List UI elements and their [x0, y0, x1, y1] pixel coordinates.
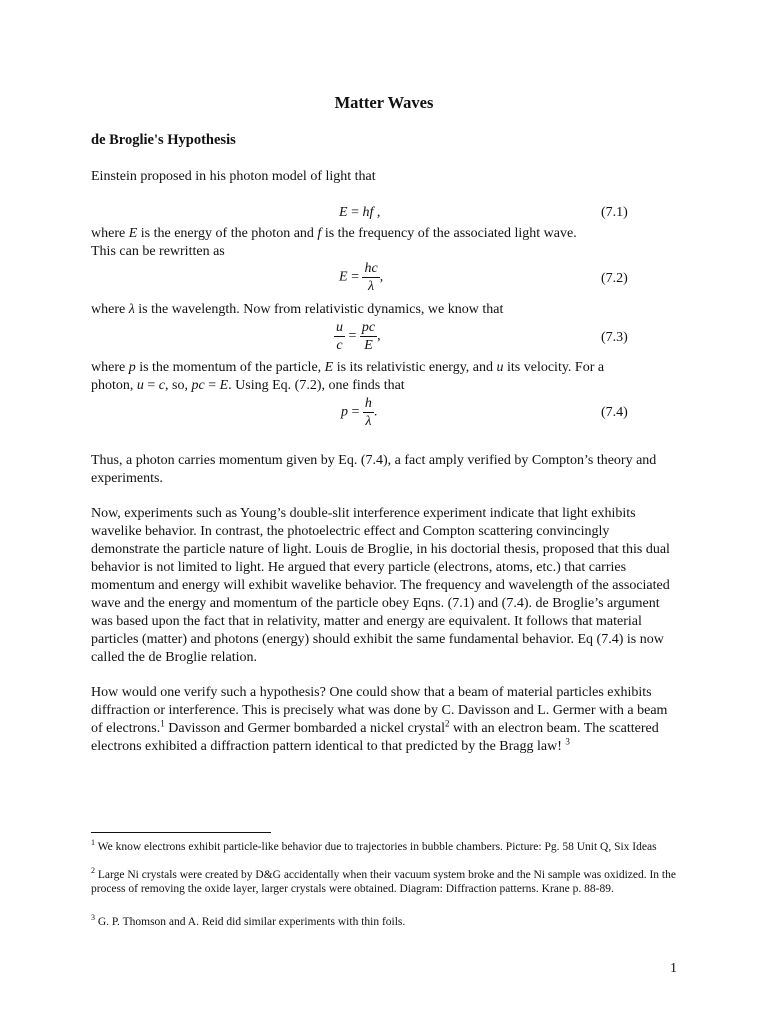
eq3-right-denominator: E [364, 338, 373, 353]
section-heading: de Broglie's Hypothesis [91, 132, 236, 148]
eq3-tail: , [377, 328, 381, 344]
text-span: = [143, 378, 159, 393]
eq1-tail: , [373, 205, 381, 220]
footnote-ref-2[interactable]: 2 [445, 718, 450, 729]
footnote-2 [91, 868, 681, 896]
eq4-op: = [348, 404, 363, 420]
var-u: u [136, 378, 144, 393]
eq3-right-fraction [360, 319, 377, 354]
equation-number-7-2: (7.2) [601, 271, 628, 286]
equation-number-7-4: (7.4) [601, 405, 628, 420]
footnote-mark: 2 [91, 866, 95, 876]
eq4-numerator: h [364, 396, 372, 411]
eq2-denominator: λ [368, 279, 375, 294]
var-c: c [158, 378, 166, 393]
equation-7-1 [339, 205, 380, 221]
footnote-mark: 3 [91, 913, 95, 923]
text-span: Davisson and Germer bombarded a nickel crystal [164, 721, 445, 736]
text-span: is its relativistic energy, and [333, 360, 497, 375]
var-f: f [317, 226, 322, 241]
text-span: How would one verify such a hypothesis? One could show that a beam of material particles exhibits diffraction or interference. This is precisely what was done by C. Davisson and L. Germer with a beam of electrons. [91, 685, 668, 736]
text-span: , so, [165, 378, 192, 393]
eq4-fraction [363, 395, 374, 430]
eq3-op: = [345, 328, 360, 344]
page-title: Matter Waves [334, 93, 434, 112]
var-p: p [128, 360, 136, 375]
paragraph-how [91, 684, 681, 756]
footnote-1 [91, 840, 681, 854]
paragraph-now: Now, experiments such as Young’s double-slit interference experiment indicate that light exhibits wavelike behavior. In contrast, the photoelectric effect and Compton scattering convincingly demonstrate the particle nature of light. Louis de Broglie, in his doctorial thesis, proposed that this dual behavior is not limited to light. He argued that every particle (electrons, atoms, etc.) that carries momentum and energy will exhibit wavelike behavior. The frequency and wavelength of the associated wave and the energy and momentum of the particle obey Eqns. (7.1) and (7.4). de Broglie’s argument was based upon the fact that in relativity, matter and energy are equivalent. It follows that material particles (matter) and photons (energy) should exhibit the same fundamental behavior. Eq (7.4) is now called the de Broglie relation. [91, 506, 670, 665]
text-span: This can be rewritten as [91, 244, 225, 259]
equation-7-3 [334, 319, 381, 354]
footnote-ref-3[interactable]: 3 [565, 736, 570, 747]
var-lambda: λ [128, 302, 135, 317]
text-span: photon, [91, 378, 137, 393]
eq1-h: h [362, 205, 370, 220]
footnote-text: Large Ni crystals were created by D&G accidentally when their vacuum system broke and the Ni sample was oxidized. In the process of removing the oxide layer, larger crystals were obtained. Diagram: Diffraction patterns. Krane p. 88-89. [91, 869, 676, 895]
text-span: = [204, 378, 220, 393]
var-E: E [324, 360, 334, 375]
var-pc: pc [191, 378, 205, 393]
footnote-mark: 1 [91, 838, 95, 848]
eq2-op: = [347, 269, 363, 285]
eq4-tail: . [373, 404, 378, 420]
footnote-text: G. P. Thomson and A. Reid did similar experiments with thin foils. [95, 916, 406, 928]
after-eq3-text [91, 359, 681, 395]
page-number: 1 [670, 961, 677, 976]
eq1-f: f [369, 205, 374, 220]
text-span: . Using Eq. (7.2), one finds that [228, 378, 405, 393]
after-eq2-text [91, 301, 681, 319]
eq4-denominator: λ [365, 414, 372, 429]
text-span: where [91, 360, 129, 375]
eq2-numerator: hc [364, 261, 378, 276]
equation-number-7-1: (7.1) [601, 205, 628, 220]
eq3-left-numerator: u [336, 320, 343, 335]
eq3-left-denominator: c [336, 338, 343, 353]
eq1-lhs: E [339, 205, 348, 220]
eq4-lhs: p [341, 404, 348, 420]
equation-7-4 [341, 395, 377, 430]
intro-text: Einstein proposed in his photon model of light that [91, 169, 376, 184]
footnote-ref-1[interactable]: 1 [160, 718, 165, 729]
eq2-fraction [362, 260, 379, 295]
footnote-text: We know electrons exhibit particle-like behavior due to trajectories in bubble chambers. Picture: Pg. 58 Unit Q, Six Ideas [95, 841, 657, 853]
footnote-divider [91, 832, 271, 833]
after-eq1-text [91, 225, 681, 261]
text-span: is the frequency of the associated light wave. [321, 226, 577, 241]
text-span: where [91, 302, 129, 317]
paragraph-thus: Thus, a photon carries momentum given by Eq. (7.4), a fact amply verified by Compton’s theory and experiments. [91, 453, 657, 486]
text-span: is the energy of the photon and [137, 226, 318, 241]
text-span: with an electron beam. The scattered electrons exhibited a diffraction pattern identical to that predicted by the Bragg law! [91, 721, 659, 754]
text-span: its velocity. For a [503, 360, 605, 375]
var-E: E [128, 226, 138, 241]
eq3-right-numerator: pc [361, 320, 376, 335]
equation-number-7-3: (7.3) [601, 330, 628, 345]
footnote-3 [91, 915, 681, 929]
eq3-left-fraction [334, 319, 345, 354]
text-span: where [91, 226, 129, 241]
var-u: u [496, 360, 504, 375]
text-span: is the wavelength. Now from relativistic dynamics, we know that [134, 302, 504, 317]
eq2-lhs: E [339, 269, 348, 285]
eq1-op: = [347, 205, 363, 220]
equation-7-2 [339, 260, 383, 295]
text-span: is the momentum of the particle, [135, 360, 325, 375]
eq2-tail: , [379, 269, 384, 285]
var-E: E [219, 378, 229, 393]
